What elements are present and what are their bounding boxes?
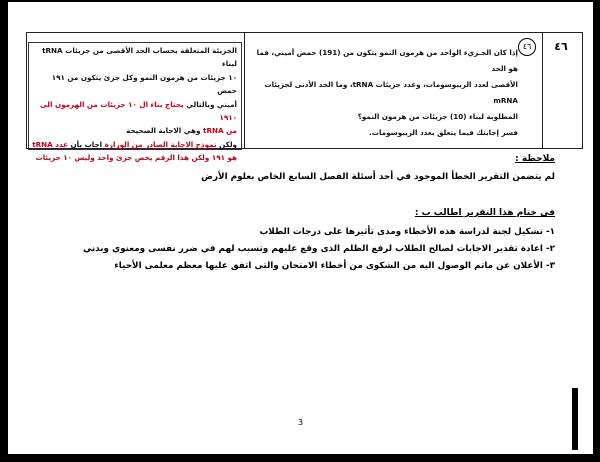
question-line: الأقصى لعدد الريبوسومات، وعدد جزيئات tRNA، وما الحد الأدنى لجزيئات mRNA [264, 80, 518, 105]
conclusion-list [35, 224, 555, 275]
answer-segment: اجاب بأن [70, 139, 103, 149]
question-text [246, 45, 518, 141]
answer-highlight: يحتاج بناء ال ١٠ جزيئات من الهرمون الى ١٩١٠ [40, 99, 237, 123]
list-item: ٣- الأعلان عن ماتم الوصول اليه من الشكوى من أخطاء الامتحان والتى اتفق عليها معظم معلمى الأحياء [114, 261, 555, 271]
answer-line: ١٠ جزيئات من هرمون النمو وكل جزئ يتكون من ١٩١ حمض [51, 72, 237, 96]
answer-highlight-line: هو ١٩١ ولكن هذا الرقم يخص جزئ واحد وليس ١٠ جزيئات [35, 153, 237, 163]
answer-highlight: عدد tRNA [32, 139, 69, 149]
answer-segment: وهي الاجابة الصحيحة [126, 126, 201, 136]
answer-line [32, 124, 237, 137]
table-number-divider [542, 32, 543, 149]
question-line: المطلوبة لبناء (10) جزيئات من هرمون النمو؟ [357, 112, 518, 121]
answer-highlight: نموذج الاجابة الصادر من الوزارة [104, 139, 217, 149]
note-text: لم يتضمن التقرير الخطأ الموجود في أحد أسئلة الفصل السابع الخاص بعلوم الأرض [201, 172, 555, 182]
scan-edge-artifact [572, 388, 578, 450]
answer-highlight: من tRNA [203, 126, 237, 136]
answer-segment: ولكن [219, 139, 237, 149]
answer-segment: أميني وبالتالي [186, 99, 237, 109]
table-answer-divider [244, 32, 245, 149]
circled-question-number: ٤٦ [518, 38, 536, 56]
answer-line [32, 138, 237, 151]
answer-text [32, 44, 237, 165]
answer-line: الجزيئة المتعلقة بحساب الحد الأقصى من جزيئات tRNA لبناء [42, 46, 237, 69]
document-page [8, 2, 593, 454]
list-item: ٢- اعادة تقدير الاجابات لصالح الطلاب لرفع الظلم الذى وقع عليهم وتسبب لهم في ضرر نفسى ومعنوي وبدني [82, 244, 555, 254]
question-line: فسر إجابتك فيما يتعلق بعدد الريبوسومات. [369, 128, 518, 137]
table-right-border [582, 32, 583, 149]
page-number: 3 [297, 418, 304, 427]
question-number: ٤٦ [554, 40, 568, 53]
table-left-border [26, 32, 27, 149]
conclusion-title: في ختام هذا التقرير اطالب ب : [414, 208, 555, 218]
note-title: ملاحظة : [515, 154, 555, 164]
answer-line [32, 98, 237, 125]
list-item: ١- تشكيل لجنة لدراسة هذه الأخطاء ومدى تأثيرها على درجات الطلاب [259, 227, 555, 237]
table-top-rule [26, 32, 582, 33]
question-line: إذا كان الجـزيء الواحد من هرمون النمو يتكون من (191) حمض أميني، فما هو الحد [256, 48, 518, 73]
